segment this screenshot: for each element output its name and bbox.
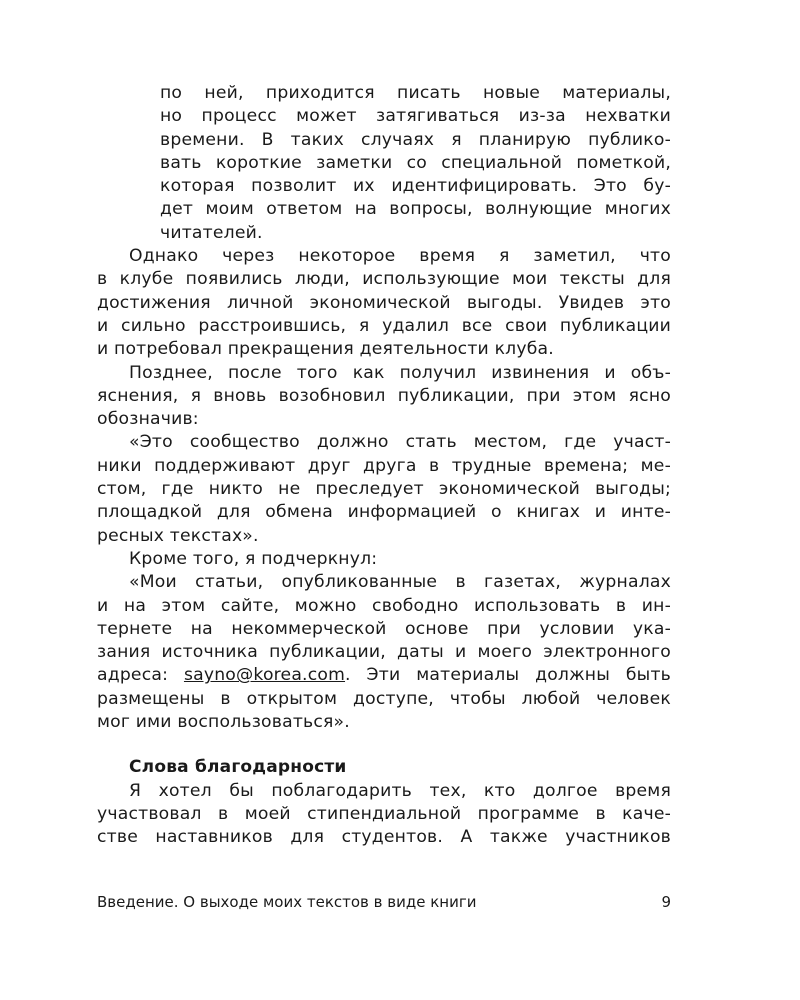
- text-line: и на этом сайте, можно свободно использовать в ин-: [97, 595, 671, 616]
- text-line: времени. В таких случаях я планирую публико-: [160, 129, 671, 150]
- email-line: [97, 664, 671, 687]
- paragraph: [97, 362, 671, 432]
- text-line: вать короткие заметки со специальной пометкой,: [160, 152, 671, 173]
- section-gap: [97, 734, 671, 756]
- text-line: читателей.: [160, 222, 263, 243]
- text-line: дет моим ответом на вопросы, волнующие многих: [160, 199, 671, 220]
- text-line: достижения личной экономической выгоды. Увидев это: [97, 292, 671, 313]
- text-line: обозначив:: [97, 409, 199, 430]
- section-heading: Слова благодарности: [129, 757, 347, 778]
- page-body: [97, 82, 671, 850]
- continued-paragraph: [97, 82, 671, 245]
- text-line: Кроме того, я подчеркнул:: [129, 548, 378, 569]
- text-line: зания источника публикации, даты и моего электронного: [97, 642, 671, 663]
- page-number: 9: [661, 893, 671, 911]
- paragraph: [97, 245, 671, 361]
- paragraph: [97, 548, 671, 571]
- text-line: в клубе появились люди, использующие мои тексты для: [97, 269, 671, 290]
- running-title: Введение. О выходе моих текстов в виде книги: [97, 893, 477, 911]
- text-line: стом, где никто не преследует экономической выгоды;: [97, 479, 671, 500]
- email-suffix: . Эти материалы должны быть: [345, 665, 671, 686]
- text-line: площадкой для обмена информацией о книгах и инте-: [97, 502, 671, 523]
- text-line: размещены в открытом доступе, чтобы любой человек: [97, 688, 671, 709]
- text-line: яснения, я вновь возобновил публикации, при этом ясно: [97, 385, 671, 406]
- text-line: по ней, приходится писать новые материалы,: [160, 83, 671, 103]
- email-prefix: адреса:: [97, 665, 184, 686]
- text-line: мог ими воспользоваться».: [97, 712, 350, 733]
- text-line: но процесс может затягиваться из-за нехватки: [160, 106, 671, 127]
- text-line: ники поддерживают друг друга в трудные времена; ме-: [97, 455, 671, 476]
- text-line: и сильно расстроившись, я удалил все свои публикации: [97, 315, 671, 336]
- page-footer: [97, 893, 671, 911]
- text-line: стве наставников для студентов. А также участников: [97, 827, 671, 848]
- quote-paragraph: [97, 571, 671, 734]
- text-line: ресных текстах».: [97, 525, 259, 546]
- text-line: «Мои статьи, опубликованные в газетах, журналах: [129, 572, 671, 593]
- text-line: которая позволит их идентифицировать. Это бу-: [160, 176, 671, 197]
- email-link[interactable]: sayno@korea.com: [183, 665, 346, 686]
- text-line: тернете на некоммерческой основе при условии ука-: [97, 618, 671, 639]
- text-line: Я хотел бы поблагодарить тех, кто долгое время: [129, 780, 671, 801]
- text-line: участвовал в моей стипендиальной программе в каче-: [97, 803, 671, 824]
- text-line: и потребовал прекращения деятельности клуба.: [97, 339, 554, 360]
- text-line: Позднее, после того как получил извинения и объ-: [129, 362, 671, 383]
- text-line: «Это сообщество должно стать местом, где участ-: [129, 432, 671, 453]
- quote-paragraph: [97, 431, 671, 547]
- text-line: Однако через некоторое время я заметил, что: [129, 246, 671, 267]
- paragraph: [97, 780, 671, 850]
